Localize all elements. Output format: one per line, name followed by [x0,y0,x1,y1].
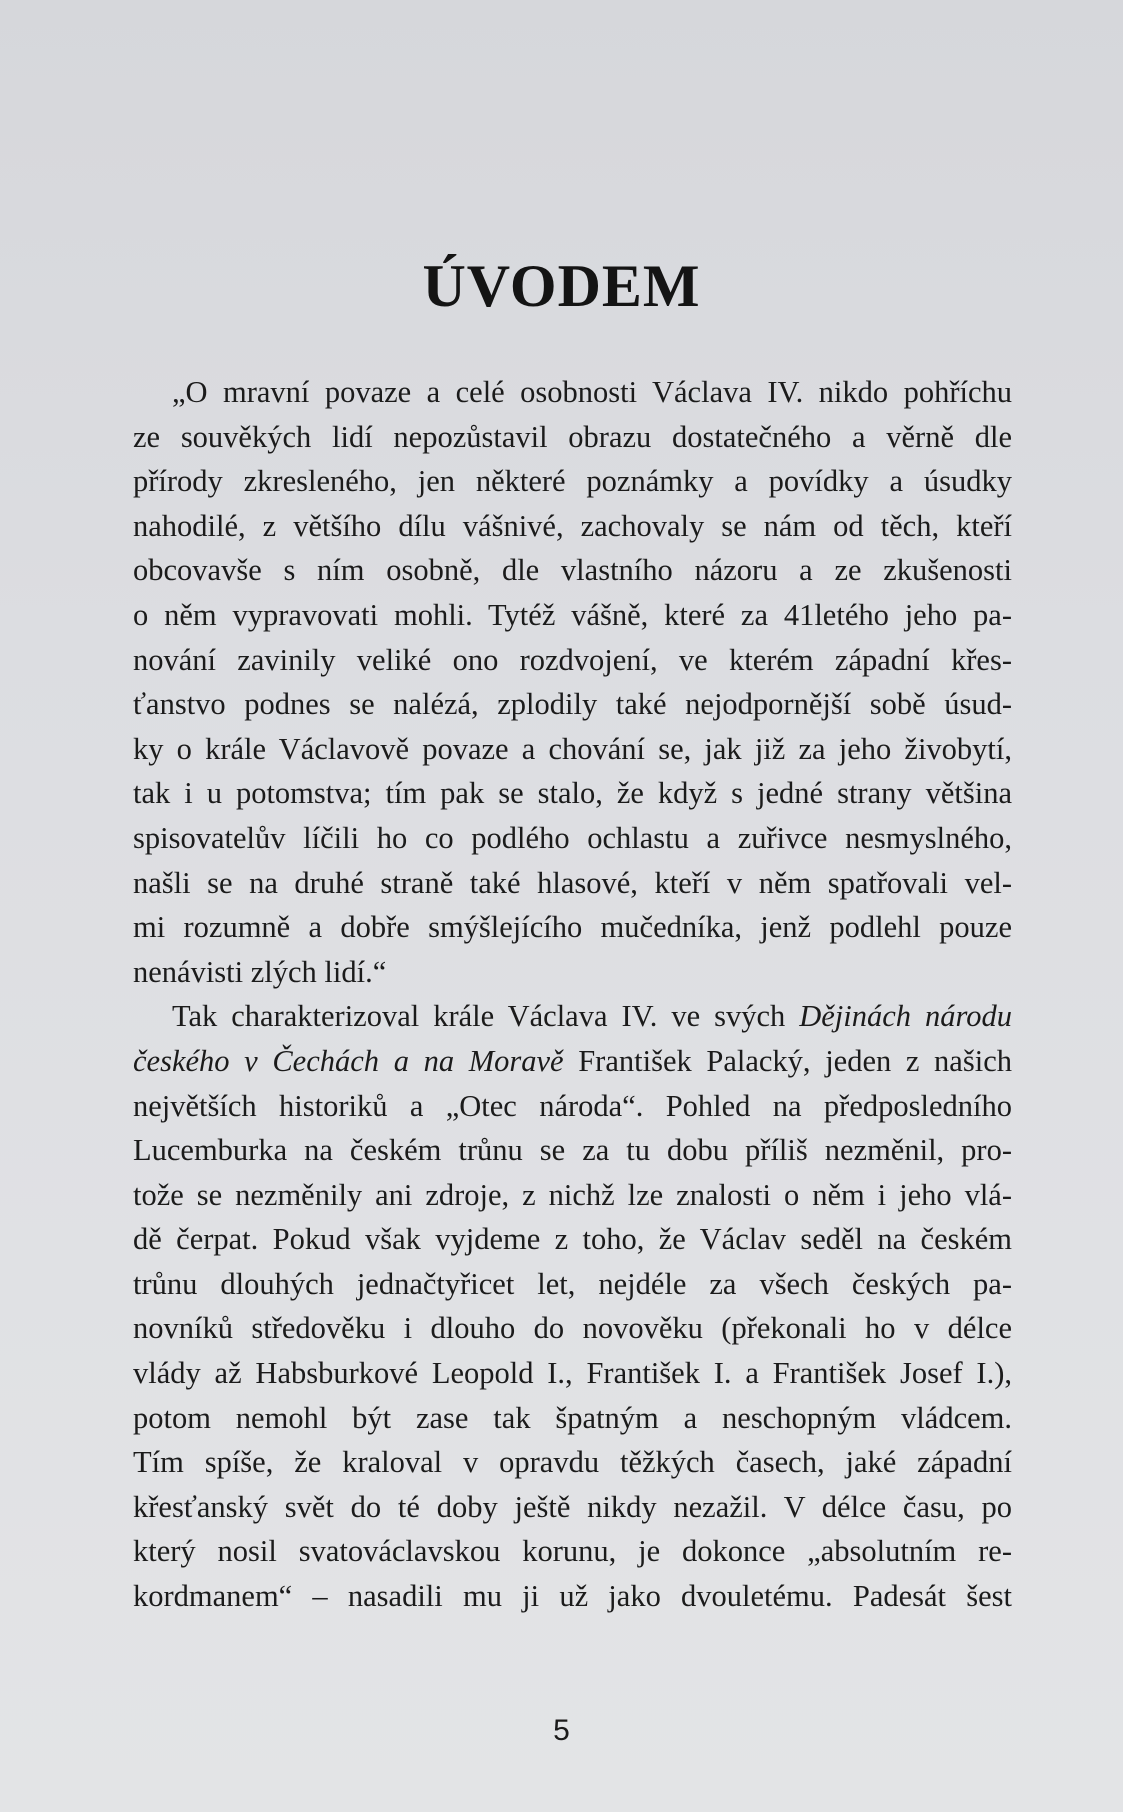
text-line: potom nemohl být zase tak špatným a neschopným vládcem. [133,1400,1012,1435]
text-line: novníků středověku i dlouho do novověku (překonali ho v délce [133,1311,1012,1346]
text-line: nenávisti zlých lidí.“ [133,954,387,989]
book-title-italic: českého v Čechách a na Moravě [133,1043,564,1078]
chapter-title: ÚVODEM [422,253,701,319]
text-line [94,994,1012,1039]
text-line: přírody zkresleného, jen některé poznámky a povídky a úsudky [133,464,1012,499]
text-line: Lucemburka na českém trůnu se za tu dobu příliš nezměnil, pro- [133,1133,1012,1168]
text-line: nování zavinily veliké ono rozdvojení, ve kterém západní křes- [133,642,1012,677]
text-line [94,1039,1012,1084]
text-line: mi rozumně a dobře smýšlejícího mučedníka, jenž podlehl pouze [133,910,1012,945]
paragraph-quote [94,370,1012,994]
text-run: František Palacký, jeden z našich [563,1043,1012,1078]
text-line: tak i u potomstva; tím pak se stalo, že když s jedné strany většina [133,776,1012,811]
text-line: trůnu dlouhých jednačtyřicet let, nejdéle za všech českých pa- [133,1266,1012,1301]
text-line: nahodilé, z většího dílu vášnivé, zachovaly se nám od těch, kteří [133,508,1012,543]
text-line: obcovavše s ním osobně, dle vlastního názoru a ze zkušenosti [133,553,1012,588]
text-line: Tím spíše, že kraloval v opravdu těžkých časech, jaké západní [133,1445,1012,1480]
text-line: největších historiků a „Otec národa“. Pohled na předposledního [133,1088,1012,1123]
text-line: ze souvěkých lidí nepozůstavil obrazu dostatečného a věrně dle [133,419,1012,454]
text-line: o něm vypravovati mohli. Tytéž vášně, které za 41letého jeho pa- [133,597,1012,632]
text-line: spisovatelův líčili ho co podlého ochlastu a zuřivce nesmyslného, [133,820,1012,855]
page-number: 5 [553,1714,570,1747]
text-line: tože se nezměnily ani zdroje, z nichž lze znalosti o něm i jeho vlá- [133,1177,1012,1212]
text-line: vlády až Habsburkové Leopold I., František I. a František Josef I.), [133,1356,1012,1391]
text-line: kordmanem“ – nasadili mu ji už jako dvouletému. Padesát šest [133,1579,1012,1614]
book-title-italic: Dějinách národu [799,999,1012,1034]
text-run: Tak charakterizoval krále Václava IV. ve svých [172,999,800,1034]
body-text [94,370,1012,1619]
text-line: křesťanský svět do té doby ještě nikdy nezažil. V délce času, po [133,1489,1012,1524]
text-line: který nosil svatováclavskou korunu, je dokonce „absolutním re- [133,1534,1012,1569]
text-line: ky o krále Václavově povaze a chování se, jak již za jeho živobytí, [133,731,1012,766]
text-line: „O mravní povaze a celé osobnosti Václava IV. nikdo pohříchu [172,375,1012,409]
paragraph-commentary [94,994,1012,1618]
text-line: dě čerpat. Pokud však vyjdeme z toho, že Václav seděl na českém [133,1222,1012,1257]
text-line: ťanstvo podnes se nalézá, zplodily také nejodpornější sobě úsud- [133,687,1012,722]
text-line: našli se na druhé straně také hlasové, kteří v něm spatřovali vel- [133,865,1012,900]
